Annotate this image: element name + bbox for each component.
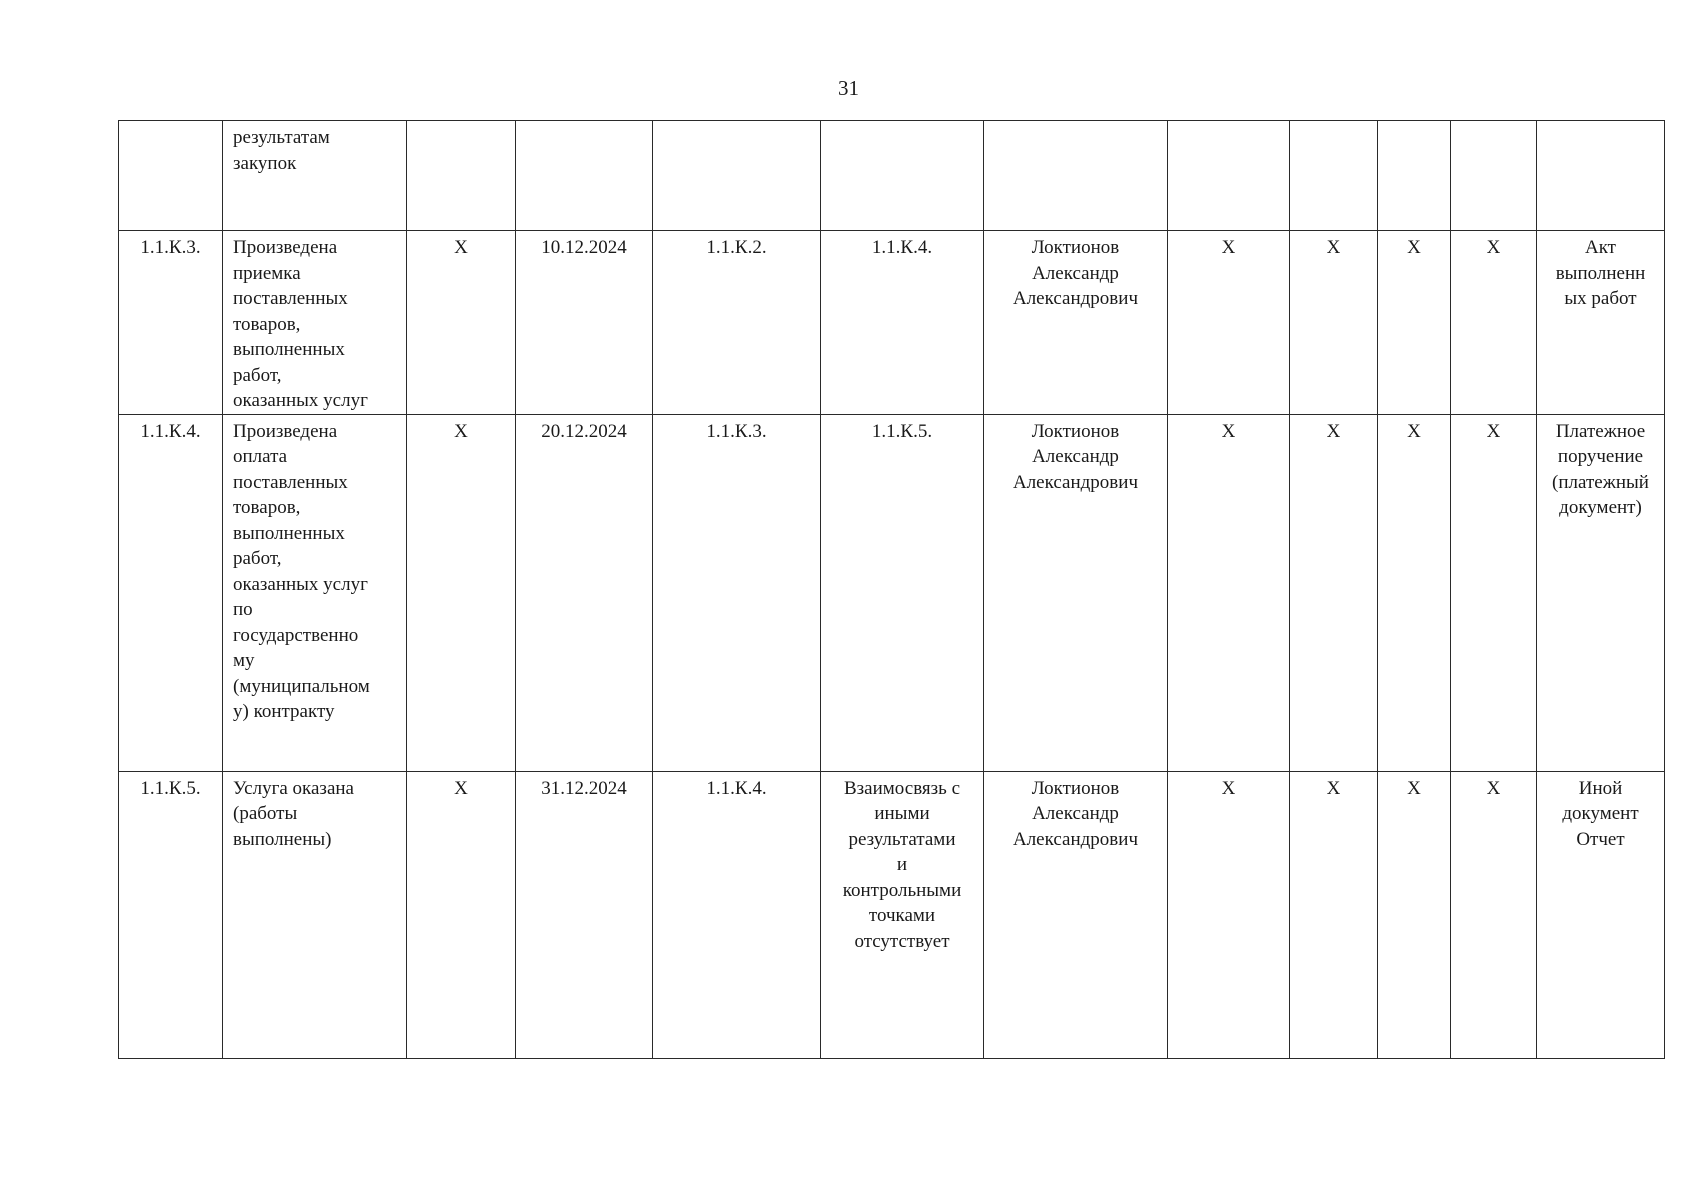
- table-row: [119, 231, 1665, 415]
- control-points-table: [118, 120, 1665, 1059]
- row-responsible: [984, 121, 1168, 231]
- row-document: [1537, 121, 1665, 231]
- row-prev: 1.1.К.2.: [653, 231, 821, 415]
- row-document: Акт выполненн ых работ: [1537, 231, 1665, 415]
- row-name: Произведена приемка поставленных товаров, выполненных работ, оказанных услуг: [223, 231, 407, 415]
- row-col8: [1168, 121, 1290, 231]
- row-col8: X: [1168, 414, 1290, 771]
- row-col3: X: [407, 771, 516, 1058]
- row-col10: [1378, 121, 1451, 231]
- row-col9: [1290, 121, 1378, 231]
- row-col8: X: [1168, 231, 1290, 415]
- row-col11: X: [1451, 414, 1537, 771]
- row-col9: X: [1290, 231, 1378, 415]
- row-next: 1.1.К.5.: [821, 414, 984, 771]
- row-name: Произведена оплата поставленных товаров, выполненных работ, оказанных услуг по государственно му (муниципальном у) контракту: [223, 414, 407, 771]
- row-col10: X: [1378, 414, 1451, 771]
- row-date: [516, 121, 653, 231]
- row-responsible: Локтионов Александр Александрович: [984, 771, 1168, 1058]
- row-prev: 1.1.К.4.: [653, 771, 821, 1058]
- page-number: 31: [838, 76, 859, 100]
- row-col9: X: [1290, 414, 1378, 771]
- row-col10: X: [1378, 231, 1451, 415]
- row-col11: [1451, 121, 1537, 231]
- row-col10: X: [1378, 771, 1451, 1058]
- row-code: 1.1.К.3.: [119, 231, 223, 415]
- row-col3: X: [407, 414, 516, 771]
- row-date: 20.12.2024: [516, 414, 653, 771]
- table-row: [119, 121, 1665, 231]
- table-row: [119, 414, 1665, 771]
- row-name: Услуга оказана (работы выполнены): [223, 771, 407, 1058]
- row-responsible: Локтионов Александр Александрович: [984, 414, 1168, 771]
- row-col11: X: [1451, 771, 1537, 1058]
- row-next: 1.1.К.4.: [821, 231, 984, 415]
- row-responsible: Локтионов Александр Александрович: [984, 231, 1168, 415]
- row-col8: X: [1168, 771, 1290, 1058]
- table-row: [119, 771, 1665, 1058]
- row-date: 10.12.2024: [516, 231, 653, 415]
- row-document: Платежное поручение (платежный документ): [1537, 414, 1665, 771]
- row-next: [821, 121, 984, 231]
- row-prev: 1.1.К.3.: [653, 414, 821, 771]
- row-col3: [407, 121, 516, 231]
- row-col11: X: [1451, 231, 1537, 415]
- row-col9: X: [1290, 771, 1378, 1058]
- row-code: 1.1.К.5.: [119, 771, 223, 1058]
- row-col3: X: [407, 231, 516, 415]
- row-next: Взаимосвязь с иными результатами и контрольными точками отсутствует: [821, 771, 984, 1058]
- row-date: 31.12.2024: [516, 771, 653, 1058]
- row-name: результатам закупок: [223, 121, 407, 231]
- row-code: [119, 121, 223, 231]
- row-prev: [653, 121, 821, 231]
- row-document: Иной документ Отчет: [1537, 771, 1665, 1058]
- row-code: 1.1.К.4.: [119, 414, 223, 771]
